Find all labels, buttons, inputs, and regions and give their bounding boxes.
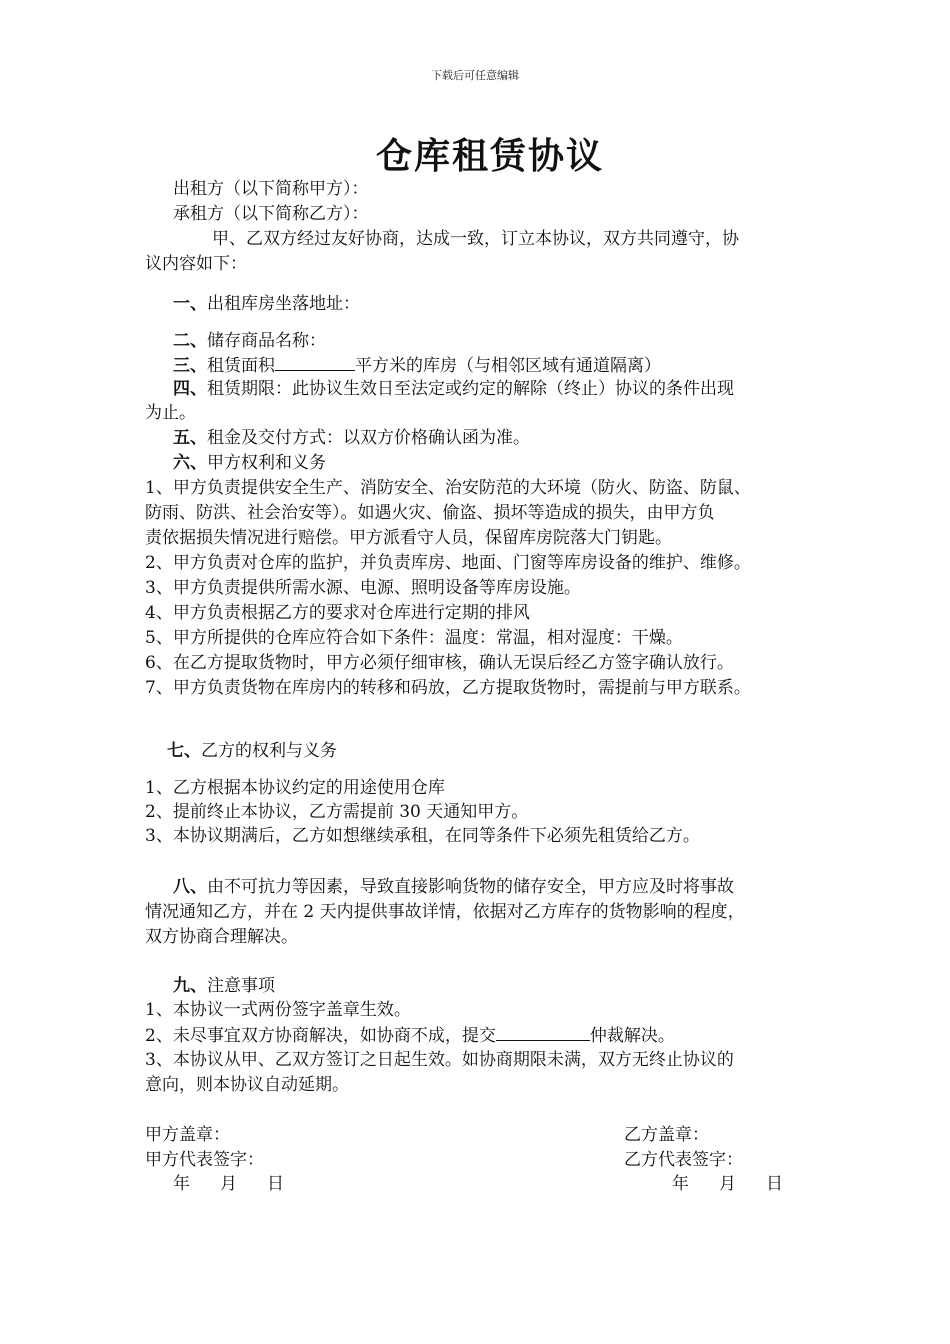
s6-item-4: 4、甲方负责根据乙方的要求对仓库进行定期的排风: [145, 603, 530, 623]
section-number: 七、: [167, 741, 201, 761]
date-day: 日: [267, 1174, 284, 1194]
s9-item-3-line-2: 意向，则本协议自动延期。: [145, 1075, 349, 1095]
item-text: 仲裁解决。: [589, 1026, 675, 1046]
page-header-note: 下载后可任意编辑: [431, 69, 519, 82]
section-number: 八、: [173, 877, 207, 897]
party-a-signature: 甲方代表签字：: [145, 1150, 264, 1170]
section-number: 三、: [173, 356, 207, 376]
section-title: 甲方权利和义务: [207, 453, 326, 473]
s6-item-1-line-2: 防雨、防洪、社会治安等）。如遇火灾、偷盗、损坏等造成的损失，由甲方负: [145, 503, 715, 523]
section-6-heading: [173, 451, 326, 475]
arbitration-blank: [496, 1023, 590, 1041]
date-year: 年: [672, 1174, 689, 1194]
date-day: 日: [766, 1174, 783, 1194]
section-5: [173, 426, 530, 450]
s6-item-6: 6、在乙方提取货物时，甲方必须仔细审核，确认无误后经乙方签字确认放行。: [145, 653, 734, 673]
section-text: 出租库房坐落地址：: [207, 294, 360, 314]
section-2: [173, 329, 326, 353]
party-a-date: [173, 1172, 314, 1196]
s7-item-2: 2、提前终止本协议，乙方需提前 30 天通知甲方。: [145, 802, 529, 822]
section-8: [173, 875, 734, 899]
section-text: 租赁期限：此协议生效日至法定或约定的解除（终止）协议的条件出现: [207, 379, 734, 399]
section-7-heading: [167, 739, 337, 763]
section-number: 一、: [173, 294, 207, 314]
s6-item-7: 7、甲方负责货物在库房内的转移和码放，乙方提取货物时，需提前与甲方联系。: [145, 678, 751, 698]
document-title: 仓库租赁协议: [375, 136, 604, 177]
s6-item-3: 3、甲方负责提供所需水源、电源、照明设备等库房设施。: [145, 578, 581, 598]
item-text: 2、未尽事宜双方协商解决，如协商不成，提交: [145, 1026, 496, 1046]
area-blank: [275, 353, 355, 371]
section-text: 租金及交付方式：以双方价格确认函为准。: [207, 428, 530, 448]
s6-item-1-line-1: 1、甲方负责提供安全生产、消防安全、治安防范的大环境（防火、防盗、防鼠、: [145, 478, 751, 498]
intro-line-1: 甲、乙双方经过友好协商，达成一致，订立本协议，双方共同遵守，协: [212, 229, 739, 249]
section-title: 注意事项: [207, 976, 275, 996]
section-9-heading: [173, 974, 275, 998]
section-number: 二、: [173, 331, 207, 351]
section-4: [173, 377, 734, 401]
party-b-date: [672, 1172, 813, 1196]
section-text: 由不可抗力等因素，导致直接影响货物的储存安全，甲方应及时将事故: [207, 877, 734, 897]
section-4-line-2: 为止。: [145, 403, 196, 423]
section-3: [173, 353, 661, 378]
date-month: 月: [220, 1174, 237, 1194]
s6-item-5: 5、甲方所提供的仓库应符合如下条件：温度：常温，相对湿度：干燥。: [145, 628, 683, 648]
date-month: 月: [719, 1174, 736, 1194]
s6-item-2: 2、甲方负责对仓库的监护，并负责库房、地面、门窗等库房设备的维护、维修。: [145, 553, 751, 573]
s9-item-2: [145, 1023, 675, 1048]
lessee-line: 承租方（以下简称乙方）：: [173, 204, 369, 224]
party-b-seal: 乙方盖章：: [624, 1125, 709, 1145]
section-text: 平方米的库房（与相邻区域有通道隔离）: [355, 356, 661, 376]
section-1: [173, 292, 360, 316]
section-8-line-2: 情况通知乙方，并在 2 天内提供事故详情，依据对乙方库存的货物影响的程度，: [145, 902, 745, 922]
section-number: 九、: [173, 976, 207, 996]
party-a-seal: 甲方盖章：: [145, 1125, 230, 1145]
section-text: 储存商品名称：: [207, 331, 326, 351]
s6-item-1-line-3: 责依据损失情况进行赔偿。甲方派看守人员，保留库房院落大门钥匙。: [145, 528, 672, 548]
section-8-line-3: 双方协商合理解决。: [145, 927, 298, 947]
section-text: 租赁面积: [207, 356, 275, 376]
section-number: 五、: [173, 428, 207, 448]
section-number: 六、: [173, 453, 207, 473]
s7-item-1: 1、乙方根据本协议约定的用途使用仓库: [145, 778, 445, 798]
intro-line-2: 议内容如下：: [145, 254, 247, 274]
section-title: 乙方的权利与义务: [201, 741, 337, 761]
section-number: 四、: [173, 379, 207, 399]
lessor-line: 出租方（以下简称甲方）：: [173, 179, 369, 199]
s9-item-3-line-1: 3、本协议从甲、乙双方签订之日起生效。如协商期限未满，双方无终止协议的: [145, 1050, 734, 1070]
date-year: 年: [173, 1174, 190, 1194]
party-b-signature: 乙方代表签字：: [624, 1150, 743, 1170]
s9-item-1: 1、本协议一式两份签字盖章生效。: [145, 1000, 411, 1020]
s7-item-3: 3、本协议期满后，乙方如想继续承租，在同等条件下必须先租赁给乙方。: [145, 826, 700, 846]
